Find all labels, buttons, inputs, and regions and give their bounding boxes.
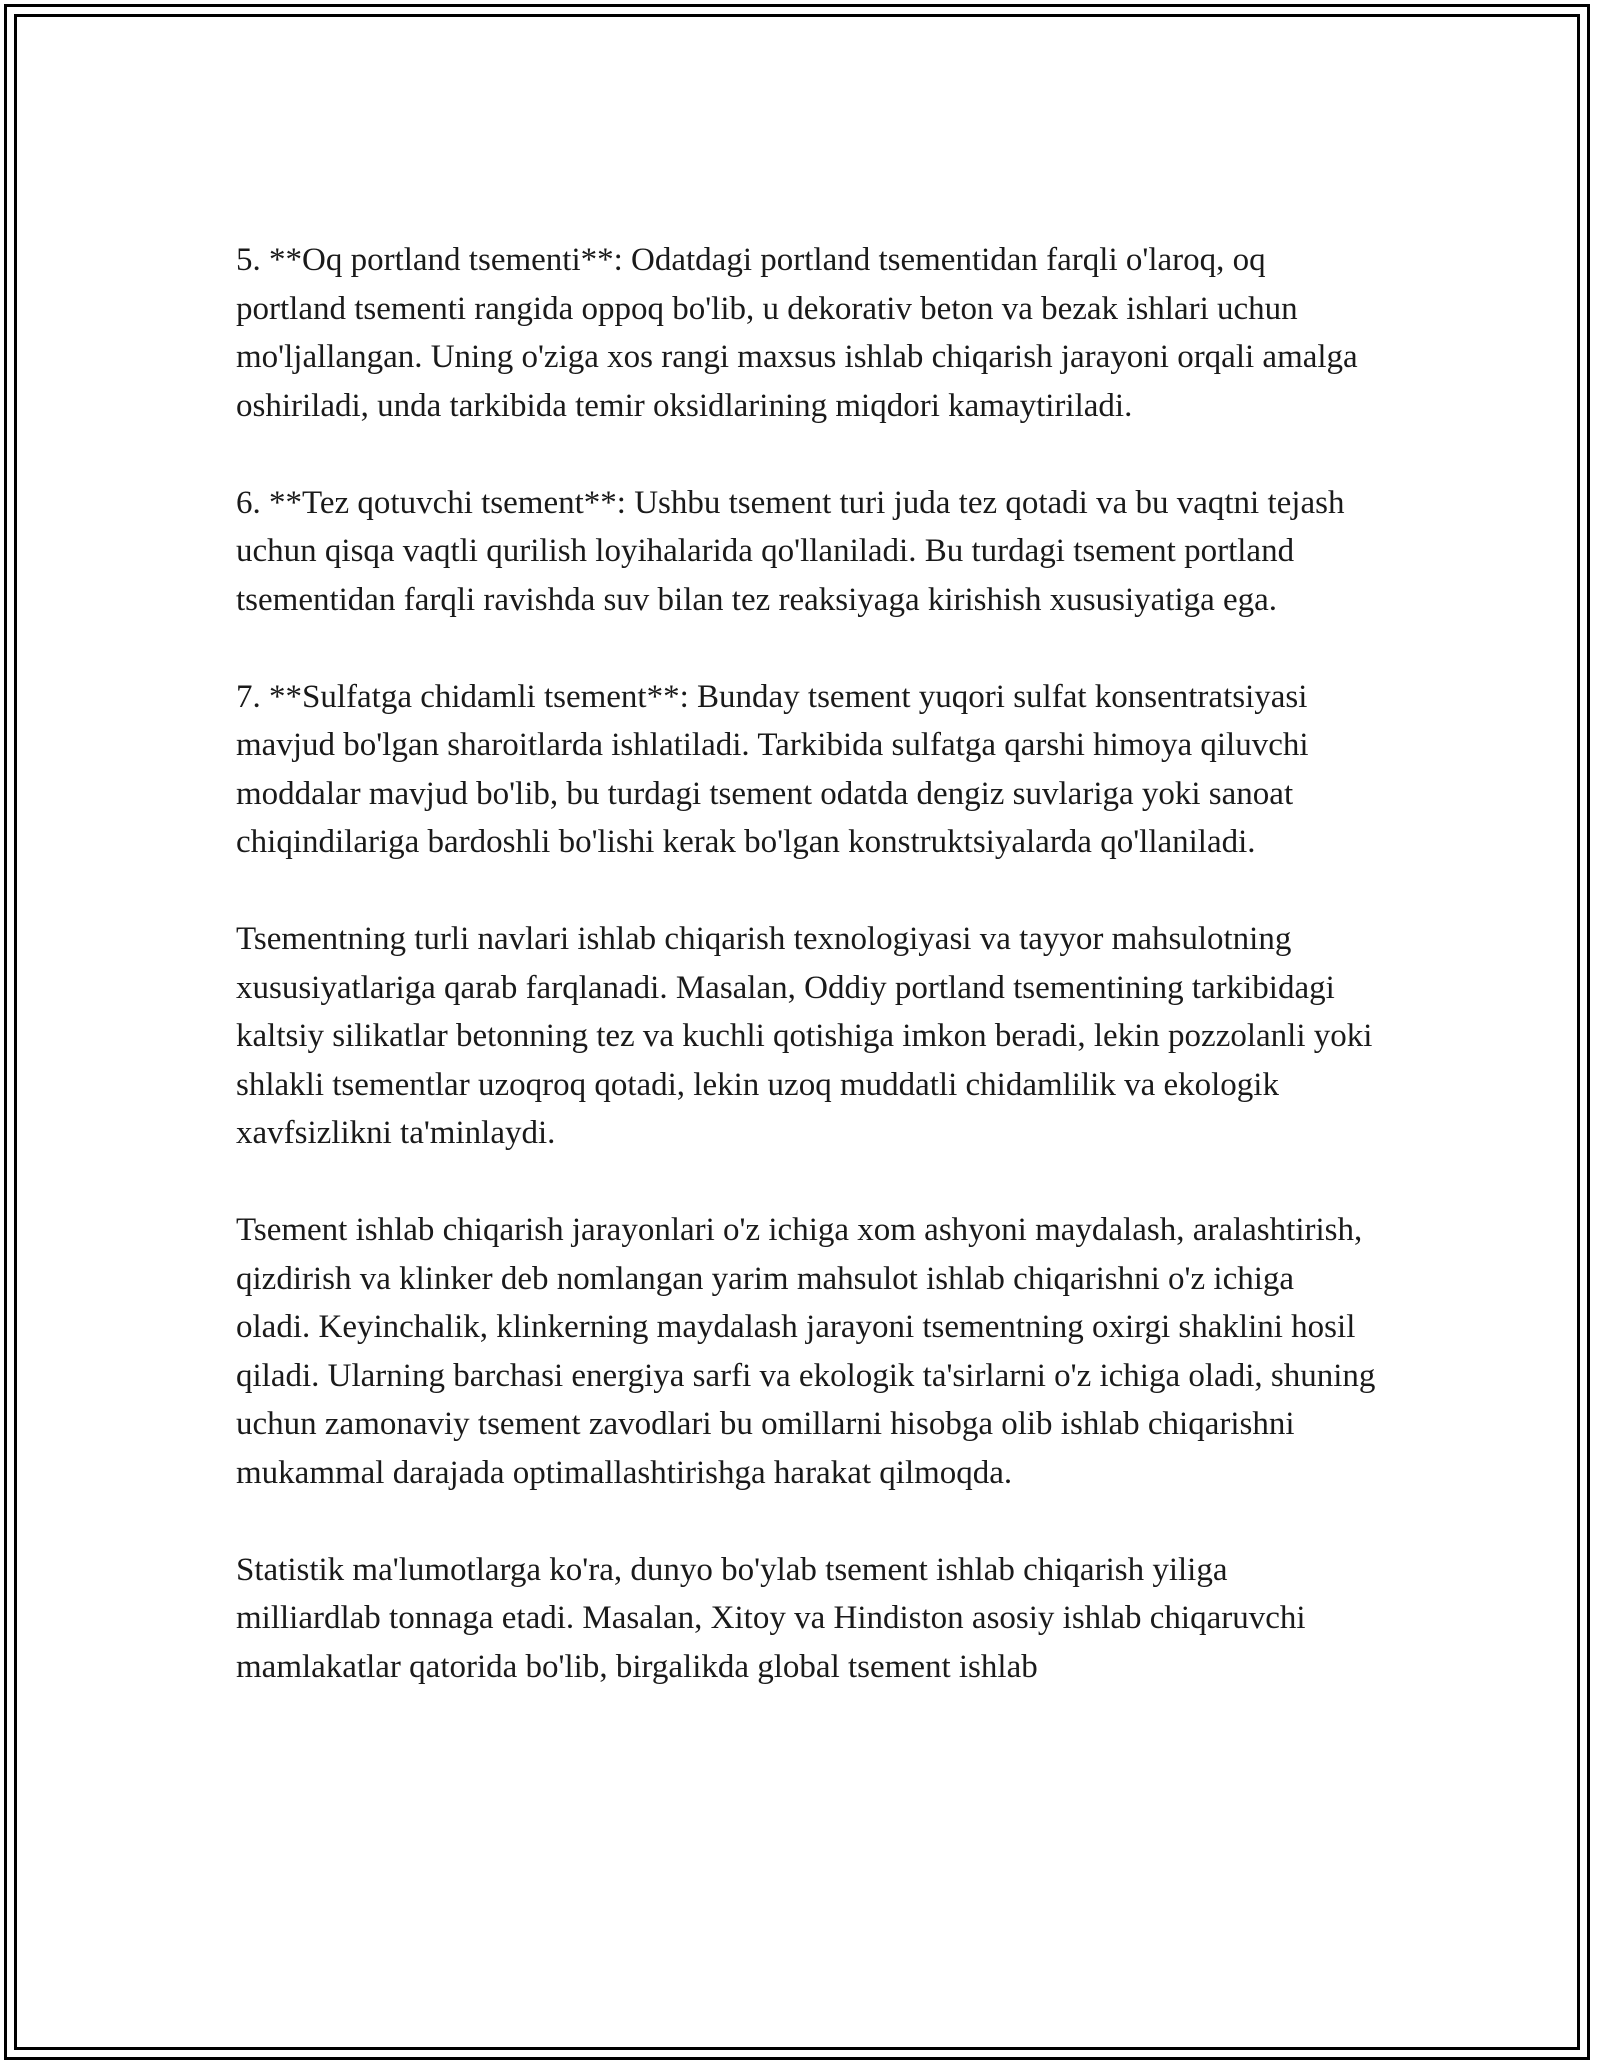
paragraph-rapid-hardening-cement: 6. **Tez qotuvchi tsement**: Ushbu tsement turi juda tez qotadi va bu vaqtni tejash uchun qisqa vaqtli qurilish loyihalarida qo'llaniladi. Bu turdagi tsement portland tsementidan farqli ravishda suv bilan tez reaksiyaga kirishish xususiyatiga ega. [236, 484, 1345, 618]
paragraph-production-process: Tsement ishlab chiqarish jarayonlari o'z ichiga xom ashyoni maydalash, aralashtirish, qizdirish va klinker deb nomlangan yarim mahsulot ishlab chiqarishni o'z ichiga oladi. Keyinchalik, klinkerning maydalash jarayoni tsementning oxirgi shaklini hosil qiladi. Ularning barchasi energiya sarfi va ekologik ta'sirlarni o'z ichiga oladi, shuning uchun zamonaviy tsement zavodlari bu omillarni hisobga olib ishlab chiqarishni mukammal darajada optimallashtirishga harakat qilmoqda. [236, 1212, 1376, 1491]
paragraph-white-portland-cement: 5. **Oq portland tsementi**: Odatdagi portland tsementidan farqli o'laroq, oq portland tsementi rangida oppoq bo'lib, u dekorativ beton va bezak ishlari uchun mo'ljallangan. Uning o'ziga xos rangi maxsus ishlab chiqarish jarayoni orqali amalga oshiriladi, unda tarkibida temir oksidlarining miqdori kamaytiriladi. [236, 242, 1358, 424]
document-body [236, 236, 1376, 1691]
paragraph-statistics: Statistik ma'lumotlarga ko'ra, dunyo bo'ylab tsement ishlab chiqarish yiliga milliardlab tonnaga etadi. Masalan, Xitoy va Hindiston asosiy ishlab chiqaruvchi mamlakatlar qatorida bo'lib, birgalikda global tsement ishlab [236, 1551, 1306, 1685]
paragraph-sulfate-resistant-cement: 7. **Sulfatga chidamli tsement**: Bunday tsement yuqori sulfat konsentratsiyasi mavjud bo'lgan sharoitlarda ishlatiladi. Tarkibida sulfatga qarshi himoya qiluvchi moddalar mavjud bo'lib, bu turdagi tsement odatda dengiz suvlariga yoki sanoat chiqindilariga bardoshli bo'lishi kerak bo'lgan konstruktsiyalarda qo'llaniladi. [236, 678, 1309, 860]
paragraph-cement-grades: Tsementning turli navlari ishlab chiqarish texnologiyasi va tayyor mahsulotning xususiyatlariga qarab farqlanadi. Masalan, Oddiy portland tsementining tarkibidagi kaltsiy silikatlar betonning tez va kuchli qotishiga imkon beradi, lekin pozzolanli yoki shlakli tsementlar uzoqroq qotadi, lekin uzoq muddatli chidamlilik va ekologik xavfsizlikni ta'minlaydi. [236, 921, 1373, 1151]
